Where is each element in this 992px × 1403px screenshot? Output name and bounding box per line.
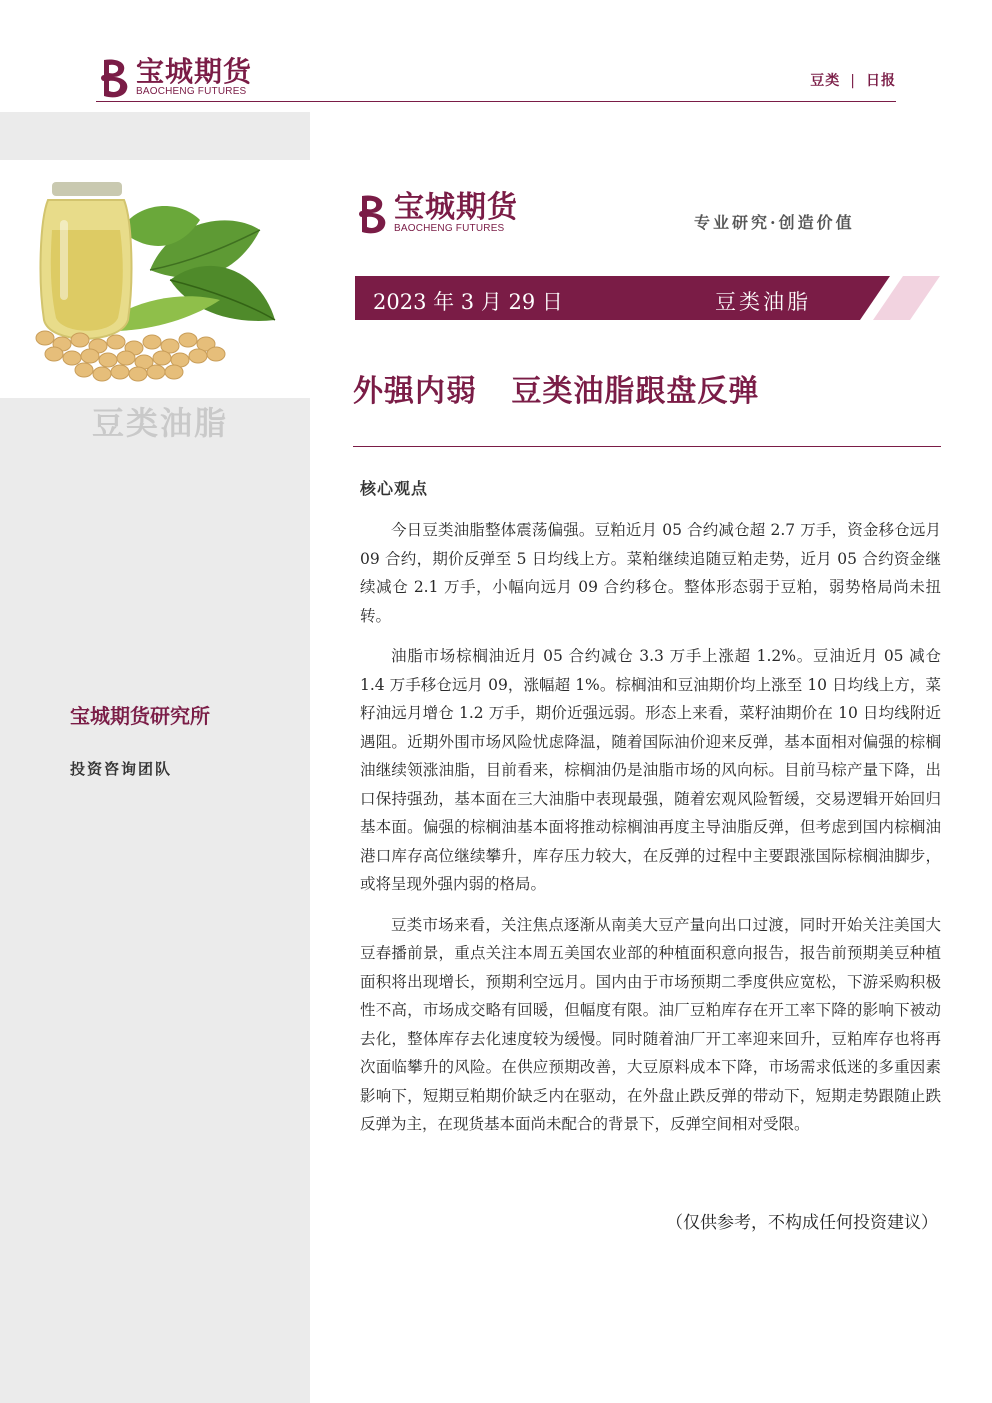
title-rule — [353, 446, 941, 447]
header-tag-right: 日报 — [866, 73, 896, 89]
header-tag — [810, 70, 896, 90]
brand-name-cn: 宝城期货 — [136, 55, 253, 88]
brand-name-cn: 宝城期货 — [394, 190, 518, 225]
header-tag-left: 豆类 — [810, 73, 841, 89]
brand-name-en: BAOCHENG FUTURES — [136, 86, 247, 97]
paragraph: 今日豆类油脂整体震荡偏强。豆粕近月 05 合约减仓超 2.7 万手，资金移仓远月 09 合约，期价反弹至 5 日均线上方。菜粕继续追随豆粕走势，近月 05 合约资金继续减仓 2.1 万手，小幅向远月 09 合约移仓。整体形态弱于豆粕，弱势格局尚未扭转。 — [360, 521, 941, 625]
report-date: 2023 年 3 月 29 日 — [373, 290, 563, 314]
oil-jar-soybeans-photo — [0, 160, 310, 398]
banner-category: 豆类油脂 — [715, 290, 811, 314]
team-name: 投资咨询团队 — [70, 760, 173, 778]
disclaimer: （仅供参考，不构成任何投资建议） — [666, 1213, 938, 1233]
sidebar-category-label: 豆类油脂 — [91, 404, 228, 442]
baocheng-logo-icon — [356, 192, 390, 236]
report-body — [360, 516, 941, 1151]
institute-name: 宝城期货研究所 — [70, 704, 210, 728]
brand-name-en: BAOCHENG FUTURES — [394, 223, 505, 234]
paragraph: 油脂市场棕榈油近月 05 合约减仓 3.3 万手上涨超 1.2%。豆油近月 05 减仓 1.4 万手移仓远月 09，涨幅超 1%。棕榈油和豆油期价均上涨至 10 日均线上方，菜籽油远月增仓 1.2 万手，期价近强远弱。形态上来看，菜籽油期价在 10 日均线附近遇阻。近期外围市场风险忧虑降温，随着国际油价迎来反弹，基本面相对偏强的棕榈油继续领涨油脂，目前看来，棕榈油仍是油脂市场的风向标。目前马棕产量下降，出口保持强劲，基本面在三大油脂中表现最强，随着宏观风险暂缓，交易逻辑开始回归基本面。偏强的棕榈油基本面将推动棕榈油再度主导油脂反弹，但考虑到国内棕榈油港口库存高位继续攀升，库存压力较大，在反弹的过程中主要跟涨国际棕榈油脚步，或将呈现外强内弱的格局。 — [360, 647, 941, 893]
section-heading: 核心观点 — [360, 479, 429, 498]
header-logo — [98, 56, 252, 100]
slogan: 专业研究·创造价值 — [694, 213, 855, 232]
date-banner — [355, 276, 940, 320]
report-title: 外强内弱 豆类油脂跟盘反弹 — [353, 374, 760, 409]
header-rule — [96, 101, 896, 102]
baocheng-logo-icon — [98, 56, 132, 100]
main-logo — [356, 192, 518, 236]
paragraph: 豆类市场来看，关注焦点逐渐从南美大豆产量向出口过渡，同时开始关注美国大豆春播前景，重点关注本周五美国农业部的种植面积意向报告，报告前预期美豆种植面积将出现增长，预期利空远月。国内由于市场预期二季度供应宽松，下游采购积极性不高，市场成交略有回暖，但幅度有限。油厂豆粕库存在开工率下降的影响下被动去化，整体库存去化速度较为缓慢。同时随着油厂开工率迎来回升，豆粕库存也将再次面临攀升的风险。在供应预期改善，大豆原料成本下降，市场需求低迷的多重因素影响下，短期豆粕期价缺乏内在驱动，在外盘止跌反弹的带动下，短期走势跟随止跌反弹为主，在现货基本面尚未配合的背景下，反弹空间相对受限。 — [360, 915, 941, 1133]
header-tag-separator: | — [850, 73, 856, 89]
